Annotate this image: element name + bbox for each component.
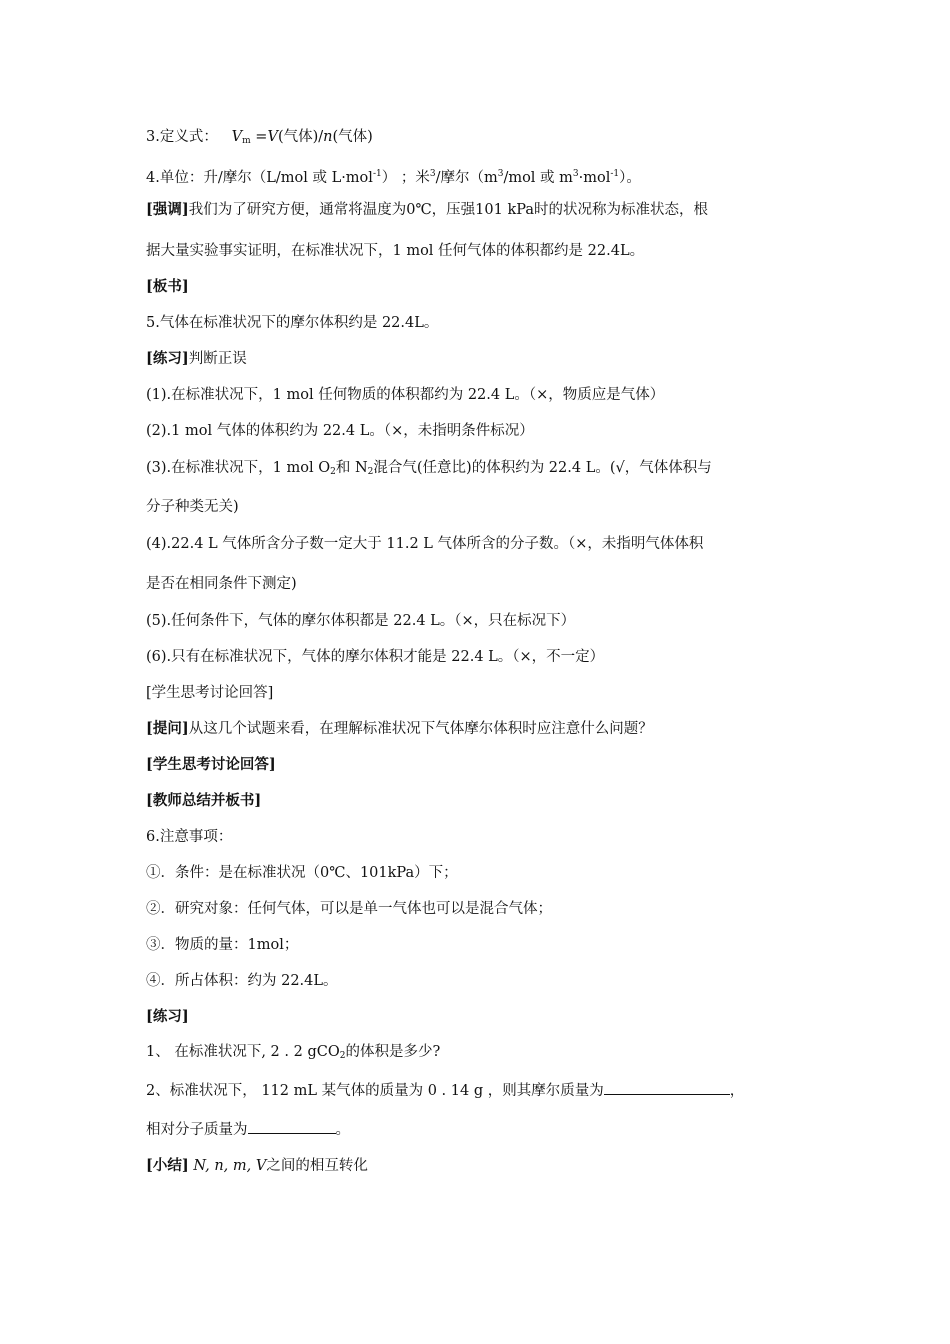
exercise-item-1: (1).在标准状况下，1 mol 任何物质的体积都约为 22.4 L。（×，物质应是气体）	[146, 387, 665, 403]
definition-formula-line: 3.定义式： $V_m =V$(气体)/n(气体)	[146, 129, 373, 146]
practice-item-2-cont: 相对分子质量为 。	[146, 1119, 350, 1140]
emphasis-paragraph-line-2: 据大量实验事实证明，在标准状况下，1 mol 任何气体的体积都约是 22.4L。	[146, 243, 645, 259]
note-object: ②．研究对象：任何气体，可以是单一气体也可以是混合气体；	[146, 901, 552, 917]
notes-heading: 6.注意事项：	[146, 829, 233, 845]
question-line: [提问]从这几个试题来看，在理解标准状况下气体摩尔体积时应注意什么问题？	[146, 720, 653, 737]
board-writing-heading: [板书]	[146, 278, 189, 295]
exercise-item-5: (5).任何条件下，气体的摩尔体积都是 22.4 L。（×，只在标况下）	[146, 613, 576, 629]
note-amount: ③．物质的量：1mol；	[146, 937, 299, 953]
exercise-item-4: (4).22.4 L 气体所含分子数一定大于 11.2 L 气体所含的分子数。（×，未指明气体体积	[146, 536, 704, 552]
exercise-heading: [练习]判断正误	[146, 350, 247, 367]
teacher-summary-heading: [教师总结并板书]	[146, 792, 262, 809]
emphasis-paragraph-line-1: [强调]我们为了研究方便，通常将温度为0℃，压强101 kPa时的状况称为标准状态，根	[146, 201, 708, 218]
practice-item-2: 2、标准状况下， 112 mL 某气体的质量为 0 . 14 g ，则其摩尔质量为 ，	[146, 1080, 744, 1101]
note-condition: ①．条件：是在标准状况（0℃、101kPa）下；	[146, 865, 458, 881]
unit-line: 4.单位：升/摩尔（L/mol 或 L·mol$^{-1}$） ；米$^3$/摩尔（$m^3$/mol 或 $m^3\cdot mol^{-1}$）。	[146, 169, 641, 186]
practice-heading: [练习]	[146, 1008, 189, 1025]
student-discussion-note: [学生思考讨论回答]	[146, 685, 274, 701]
note-volume: ④．所占体积：约为 22.4L。	[146, 973, 338, 989]
answer-blank-molar-mass[interactable]	[604, 1080, 730, 1095]
student-discussion-heading: [学生思考讨论回答]	[146, 756, 276, 773]
answer-blank-molecular-mass[interactable]	[248, 1119, 336, 1134]
summary-line: [小结] N, n, m, V之间的相互转化	[146, 1157, 368, 1174]
practice-item-1: 1、 在标准状况下, 2 . 2 gCO$_2$的体积是多少?	[146, 1044, 441, 1061]
exercise-item-4-cont: 是否在相同条件下测定)	[146, 576, 297, 592]
exercise-item-3-cont: 分子种类无关)	[146, 499, 239, 515]
exercise-item-3: (3).在标准状况下，1 mol $O_2$和 $N_2$混合气(任意比)的体积约为 22.4 L。(√，气体体积与	[146, 460, 712, 477]
exercise-item-2: (2).1 mol 气体的体积约为 22.4 L。（×，未指明条件标况）	[146, 423, 534, 439]
point-5-line: 5.气体在标准状况下的摩尔体积约是 22.4L。	[146, 315, 439, 331]
exercise-item-6: (6).只有在标准状况下，气体的摩尔体积才能是 22.4 L。（×，不一定）	[146, 649, 605, 665]
